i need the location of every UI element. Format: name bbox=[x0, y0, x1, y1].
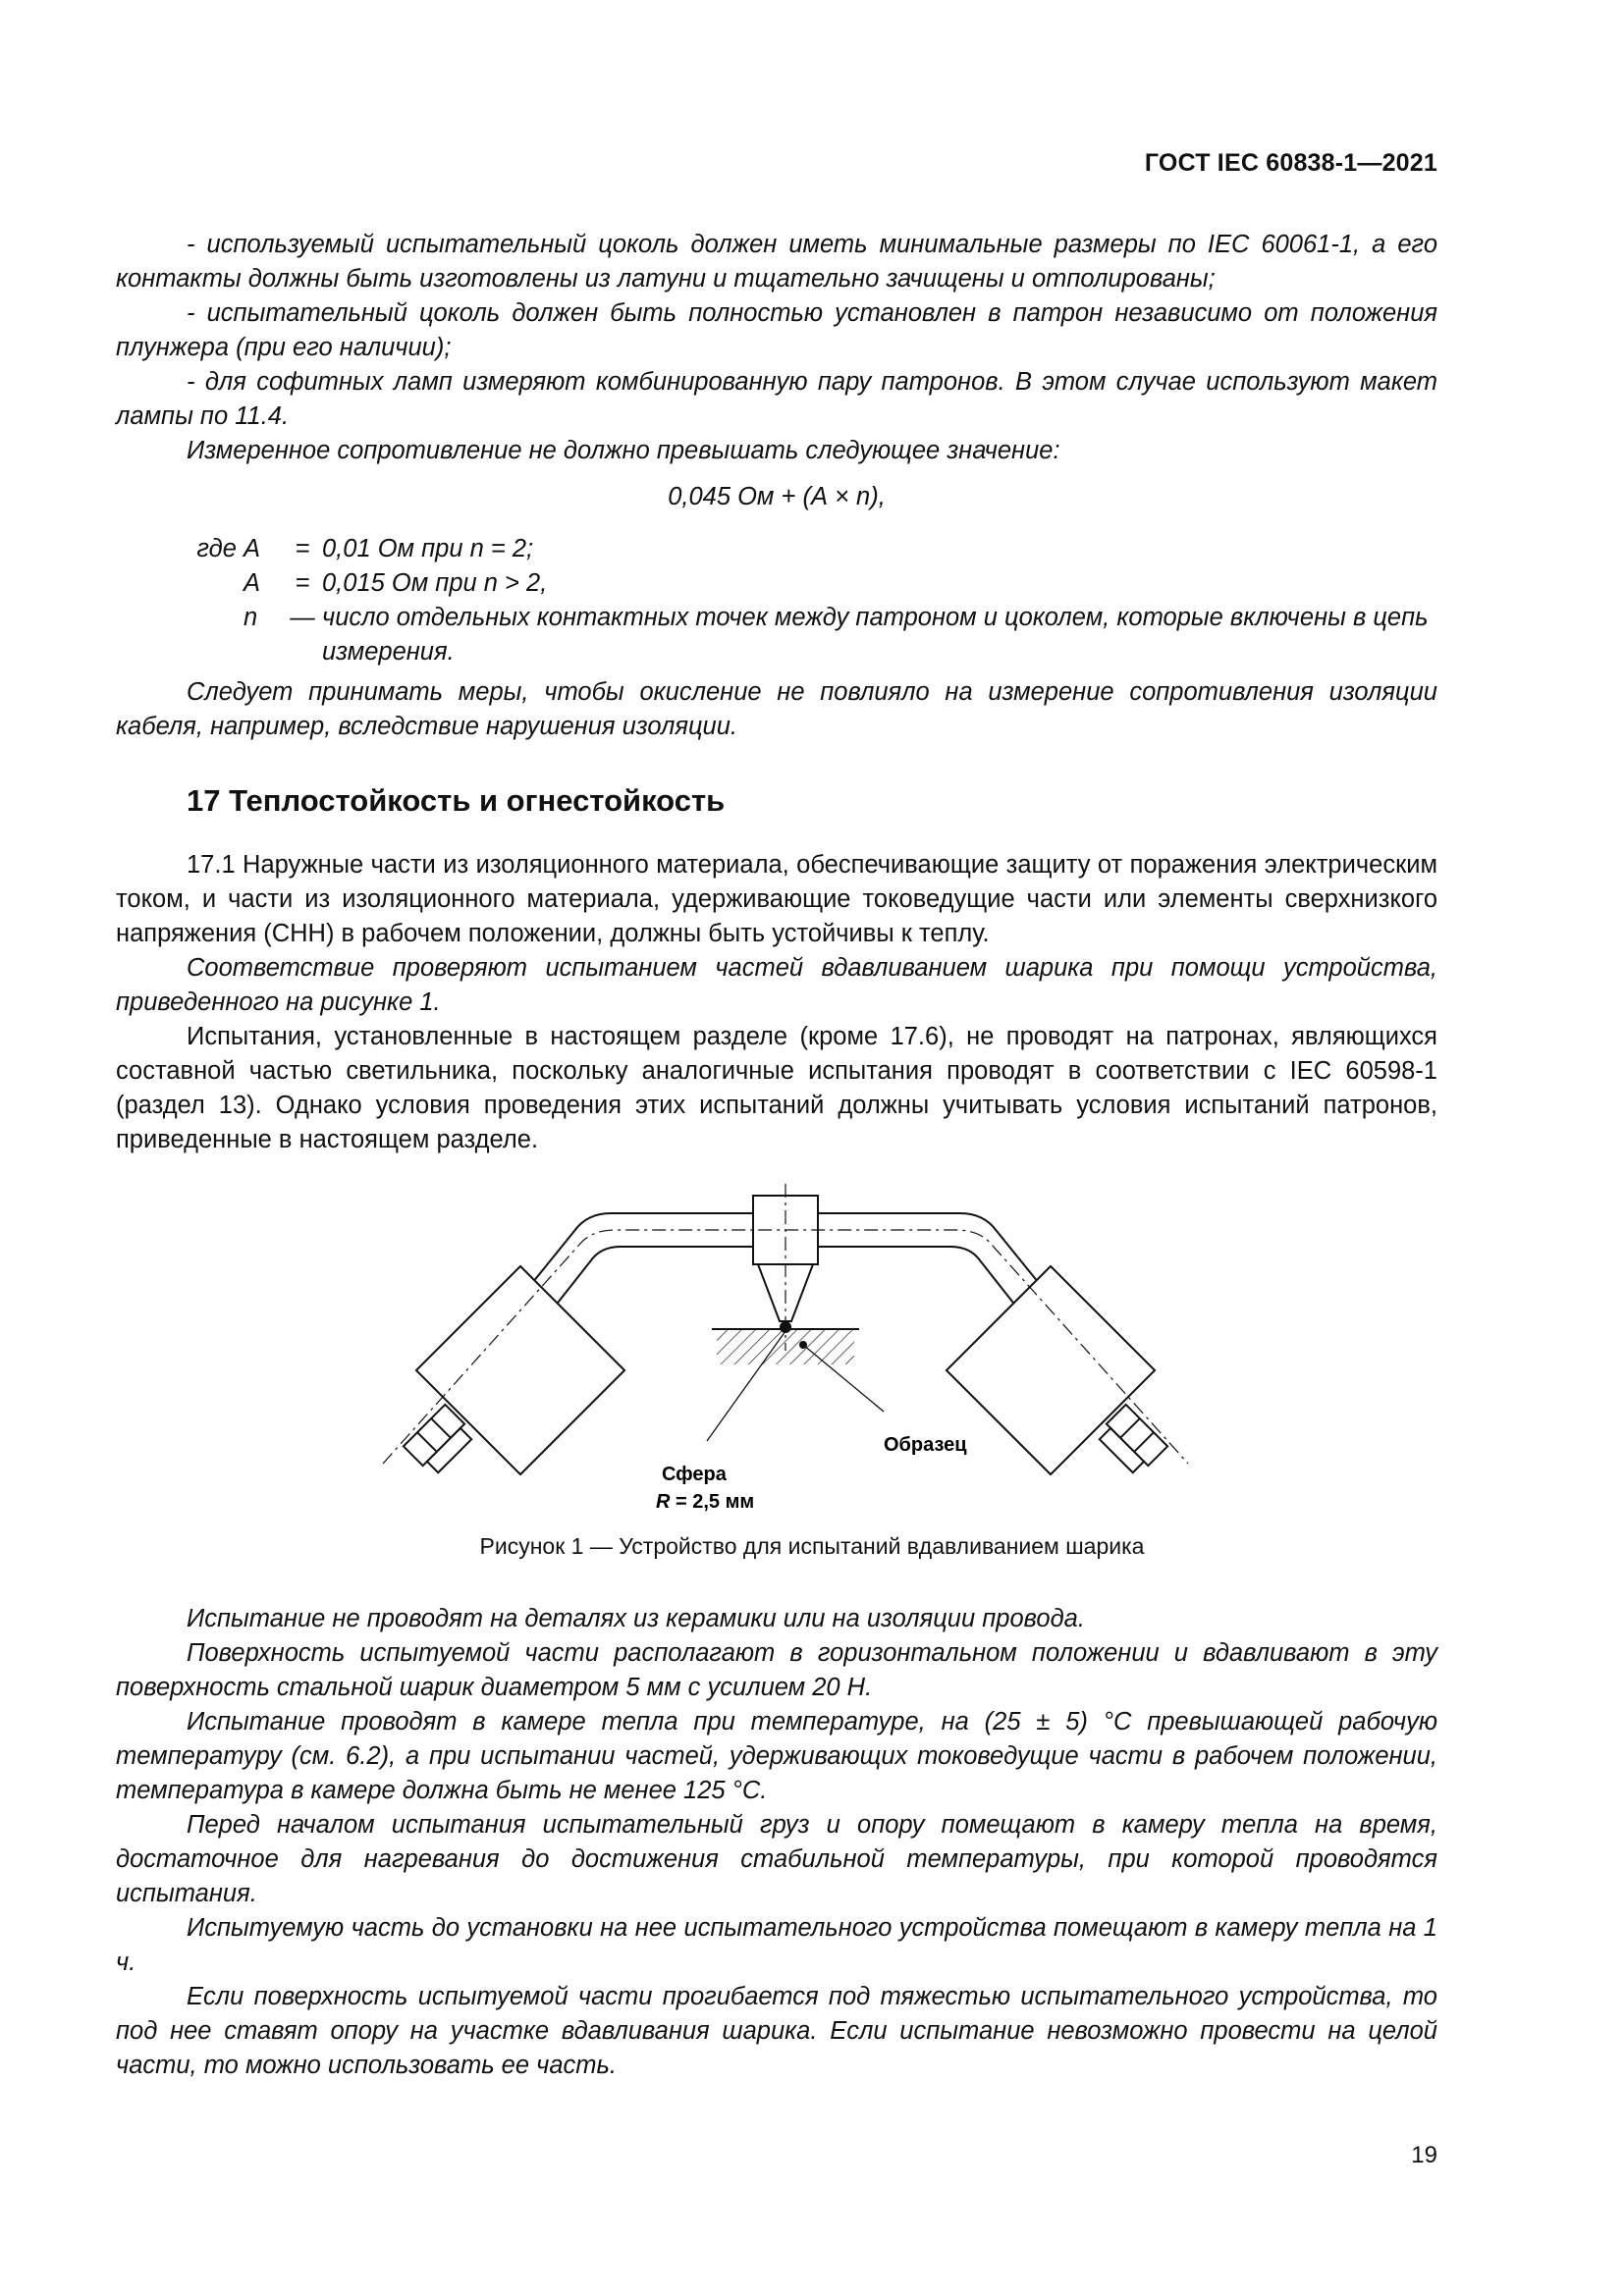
bottom-text-block bbox=[116, 1602, 1437, 2083]
paragraph: - для софитных ламп измеряют комбинированную пару патронов. В этом случае используют макет лампы по 11.4. bbox=[116, 368, 1437, 430]
definition-symbol: n bbox=[244, 604, 258, 631]
figure-caption: Рисунок 1 — Устройство для испытаний вдавливанием шарика bbox=[479, 1533, 1145, 1559]
resistance-formula: 0,045 Ом + (А × n), bbox=[668, 483, 886, 510]
definition-row bbox=[116, 566, 1437, 601]
paragraph: - испытательный цоколь должен быть полностью установлен в патрон независимо от положения плунжера (при его наличии); bbox=[116, 299, 1437, 361]
label-radius bbox=[656, 1491, 754, 1513]
definition-separator: — bbox=[290, 604, 315, 631]
label-radius-var: R bbox=[656, 1491, 671, 1513]
paragraph: 17.1 Наружные части из изоляционного материала, обеспечивающие защиту от поражения электрическим током, и части из изоляционного материала, удерживающие токоведущие части или элементы сверхнизкого напряжения (СНН) в рабочем положении, должны быть устойчивы к теплу. bbox=[116, 851, 1437, 947]
definition-row bbox=[116, 532, 1437, 566]
page-number: 19 bbox=[1411, 2142, 1437, 2168]
ball-pressure-apparatus-figure bbox=[373, 1184, 1198, 1518]
specimen-hatching bbox=[717, 1329, 854, 1364]
definition-symbol: А bbox=[244, 569, 261, 597]
paragraph: Перед началом испытания испытательный груз и опору помещают в камеру тепла на время, достаточное для нагревания до достижения стабильной температуры, при которой проводятся испытания. bbox=[116, 1811, 1437, 1907]
definition-text: 0,015 Ом при n > 2, bbox=[322, 569, 548, 597]
label-radius-val: = 2,5 мм bbox=[670, 1491, 755, 1513]
paragraph: Если поверхность испытуемой части прогибается под тяжестью испытательного устройства, то под нее ставят опору на участке вдавливания шарика. Если испытание невозможно провести на целой части, то можно использовать ее часть. bbox=[116, 1983, 1437, 2079]
paragraph: Испытания, установленные в настоящем разделе (кроме 17.6), не проводят на патронах, являющихся составной частью светильника, поскольку аналогичные испытания проводят в соответствии с IEC 60598-1 (раздел 13). Однако условия проведения этих испытаний должны учитывать условия испытаний патронов, приведенные в настоящем разделе. bbox=[116, 1023, 1437, 1153]
label-sphere: Сфера bbox=[662, 1464, 727, 1485]
formula-definitions bbox=[116, 532, 1437, 669]
document-id-header: ГОСТ IEC 60838-1—2021 bbox=[1144, 149, 1437, 177]
definition-symbol: А bbox=[244, 535, 261, 562]
section-title: 17 Теплостойкость и огнестойкость bbox=[187, 783, 726, 818]
definition-lead: где bbox=[196, 535, 237, 562]
paragraph: Поверхность испытуемой части располагают в горизонтальном положении и вдавливают в эту поверхность стальной шарик диаметром 5 мм с усилием 20 Н. bbox=[116, 1639, 1437, 1701]
section-text-block bbox=[116, 848, 1437, 1157]
top-text-block bbox=[116, 228, 1437, 744]
definition-separator: = bbox=[295, 535, 310, 562]
label-sample: Образец bbox=[884, 1434, 967, 1456]
paragraph: - используемый испытательный цоколь должен иметь минимальные размеры по IEC 60061-1, а его контакты должны быть изготовлены из латуни и тщательно зачищены и отполированы; bbox=[116, 231, 1437, 293]
paragraph: Измеренное сопротивление не должно превышать следующее значение: bbox=[187, 437, 1060, 464]
paragraph: Испытание проводят в камере тепла при температуре, на (25 ± 5) °С превышающей рабочую температуру (см. 6.2), а при испытании частей, удерживающих токоведущие части в рабочем положении, температура в камере должна быть не менее 125 °С. bbox=[116, 1708, 1437, 1804]
paragraph: Соответствие проверяют испытанием частей вдавливанием шарика при помощи устройства, приведенного на рисунке 1. bbox=[116, 954, 1437, 1016]
definition-row bbox=[116, 601, 1437, 669]
definition-text: 0,01 Ом при n = 2; bbox=[322, 535, 534, 562]
paragraph: Следует принимать меры, чтобы окисление не повлияло на измерение сопротивления изоляции кабеля, например, вследствие нарушения изоляции. bbox=[116, 678, 1437, 740]
definition-separator: = bbox=[295, 569, 310, 597]
paragraph: Испытуемую часть до установки на нее испытательного устройства помещают в камеру тепла на 1 ч. bbox=[116, 1914, 1437, 1976]
paragraph: Испытание не проводят на деталях из керамики или на изоляции провода. bbox=[187, 1605, 1085, 1632]
definition-text: число отдельных контактных точек между патроном и цоколем, которые включены в цепь измерения. bbox=[322, 604, 1429, 666]
